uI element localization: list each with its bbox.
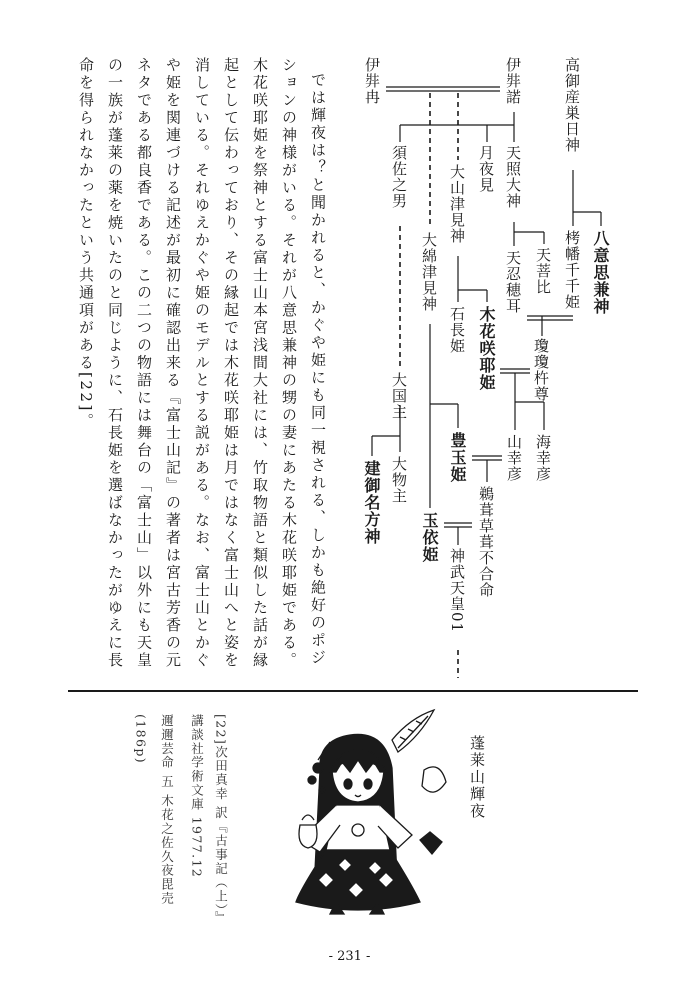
name-iwanaga: 石長姫 (448, 306, 466, 354)
name-yagokoro: 八意思兼神 (591, 230, 610, 315)
footnote-line-2: 講談社学術文庫 1977.12 (189, 714, 205, 879)
footnote-line-4: (186p) (133, 714, 149, 765)
name-umisachi: 海幸彦 (534, 434, 552, 482)
name-izanagi: 伊弉諾 (504, 57, 522, 105)
name-takamimusuhi: 高御産巣日神 (563, 57, 581, 153)
body-line-3: 木花咲耶姫を祭神とする富士山本宮浅間大社には、竹取物語と類似した話が縁 (251, 57, 269, 670)
body-line-8: の一族が蓬莱の薬を焼いたのと同じように、石長姫を選ばなかったがゆえに長 (106, 57, 124, 670)
name-toyotama: 豊玉姫 (448, 432, 467, 483)
footnote-line-1: [22]次田真幸 訳『古事記（上）』 (213, 714, 229, 926)
kaguya-figure (296, 710, 446, 914)
name-yorozuhata: 栲幡千千姫 (563, 230, 581, 310)
name-tsukuyomi: 月夜見 (477, 145, 495, 193)
name-ugaya: 鵜葺草葺不合命 (477, 486, 495, 598)
body-line-6: や姫を関連づける記述が最初に確認出来る『富士山記』の著者は宮古芳香の元 (164, 57, 182, 670)
name-ninigi: 瓊瓊杵尊 (532, 338, 550, 402)
page-number: - 231 - (328, 949, 371, 964)
name-oshihomimi: 天忍穂耳 (504, 250, 522, 314)
name-okuninushi: 大国主 (390, 372, 408, 420)
name-oyamatsumi: 大山津見神 (448, 164, 466, 244)
body-line-7: ネタである都良香である。この二つの物語には舞台の「富士山」以外にも天皇 (135, 57, 153, 670)
name-amaterasu: 天照大神 (504, 145, 522, 209)
body-line-1: では輝夜は？と聞かれると、かぐや姫にも同一視される、しかも絶好のポジ (309, 72, 327, 667)
body-line-4: 起として伝わっており、その縁起では木花咲耶姫は月ではなく富士山へと姿を (222, 57, 240, 670)
name-watatsumi: 大綿津見神 (420, 232, 438, 312)
name-konohana: 木花咲耶姫 (477, 306, 496, 391)
body-line-9: 命を得られなかったという共通項がある[22]。 (77, 57, 95, 431)
illustration-caption: 蓬莱山輝夜 (468, 735, 486, 820)
name-izanami: 伊弉冉 (363, 57, 381, 105)
name-amenohohi: 天菩比 (534, 247, 552, 295)
name-susanoo: 須佐之男 (390, 145, 408, 209)
name-jimmu: 神武天皇01 (448, 548, 466, 634)
name-onamuchi: 大物主 (390, 456, 408, 504)
body-line-2: ションの神様がいる。それが八意思兼神の甥の妻にあたる木花咲耶姫である。 (280, 57, 298, 670)
footnote-line-3: 邇邇芸命 五 木花之佐久夜毘売 (159, 714, 175, 906)
name-yamasachi: 山幸彦 (505, 434, 523, 482)
name-takeminakata: 建御名方神 (362, 460, 381, 545)
name-tamayori: 玉依姫 (420, 512, 439, 563)
body-line-5: 消している。それゆえかぐや姫のモデルとする説がある。なお、富士山とかぐ (193, 57, 211, 670)
